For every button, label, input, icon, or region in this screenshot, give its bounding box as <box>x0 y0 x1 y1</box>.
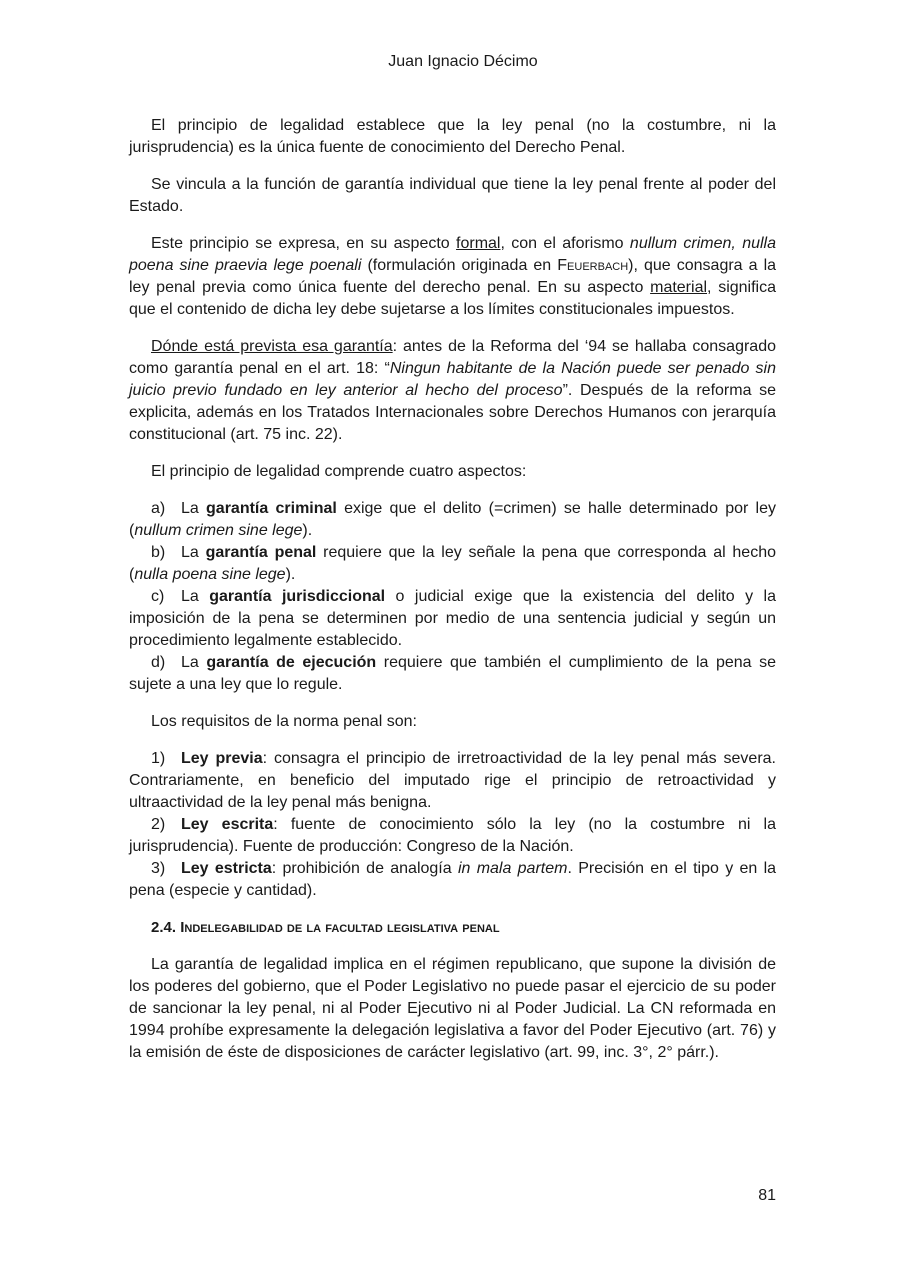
text-run: ), que consagra a la ley penal previa como única fuente del derecho penal. En su aspecto <box>129 257 777 296</box>
text-run: ). <box>302 522 313 539</box>
text-run: La <box>181 654 207 671</box>
section-title: Indelegabilidad de la facultad legislativa penal <box>180 919 500 936</box>
text-run: : fuente de conocimiento sólo la ley (no la costumbre ni la jurisprudencia). Fuente de producción: Congreso de la Nación. <box>129 816 776 855</box>
list-item <box>129 586 776 652</box>
paragraph: Se vincula a la función de garantía individual que tiene la ley penal frente al poder del Estado. <box>129 176 776 215</box>
text-run: : antes de la Reforma del ‘94 se hallaba consagrado como garantía penal en el art. 18: “ <box>129 338 777 377</box>
text-run: : consagra el principio de irretroactividad de la ley penal más severa. Contrariamente, en beneficio del imputado rige el principio de retroactividad y ultraactividad de la ley penal más benigna. <box>129 750 776 811</box>
page-number: 81 <box>758 1187 776 1204</box>
text-run: ”. Después de la reforma se explicita, además en los Tratados Internacionales sobre Derechos Humanos con jerarquía constitucional (art. 75 inc. 22). <box>129 382 777 443</box>
list-item <box>129 652 776 696</box>
paragraph: La garantía de legalidad implica en el régimen republicano, que supone la división de los poderes del gobierno, que el Poder Legislativo no puede pasar el ejercicio de su poder de sancionar la ley penal, ni al Poder Ejecutivo ni al Poder Judicial. La CN reformada en 1994 prohíbe expresamente la delegación legislativa a favor del Poder Ejecutivo (art. 76) y la emisión de éste de disposiciones de carácter legislativo (art. 99, inc. 3°, 2° párr.). <box>129 956 776 1061</box>
latin-aphorism: nullum crimen, nulla poena sine praevia lege poenali <box>129 235 777 274</box>
term: garantía jurisdiccional <box>209 588 386 605</box>
author-name-feuerbach: Feuerbach <box>557 257 629 274</box>
list-item <box>129 858 776 902</box>
paragraph: El principio de legalidad establece que la ley penal (no la costumbre, ni la jurisprudencia) es la única fuente de conocimiento del Derecho Penal. <box>129 117 776 156</box>
running-header: Juan Ignacio Décimo <box>388 53 538 70</box>
list-item <box>129 542 776 586</box>
underlined-term-formal: formal <box>456 235 501 252</box>
paragraph-guarantee-location <box>129 336 776 446</box>
list-marker: a) <box>151 500 166 517</box>
list-item <box>129 498 776 542</box>
term: garantía criminal <box>206 500 337 517</box>
aspects-list <box>129 498 776 696</box>
list-marker: 2) <box>151 816 166 833</box>
section-number: 2.4. <box>151 919 177 936</box>
text-run: o judicial exige que la existencia del delito y la imposición de la pena se determinen por medio de una sentencia judicial y según un procedimiento legalmente establecido. <box>129 588 776 649</box>
list-marker: b) <box>151 544 166 561</box>
text-run: exige que el delito (=crimen) se halle determinado por ley ( <box>129 500 776 539</box>
term: Ley escrita <box>181 816 274 833</box>
constitution-quote: Ningun habitante de la Nación puede ser penado sin juicio previo fundado en ley anterior al hecho del proceso <box>129 360 777 399</box>
section-heading <box>129 917 776 939</box>
text-run: , con el aforismo <box>500 235 630 252</box>
term: garantía penal <box>205 544 317 561</box>
list-marker: c) <box>151 588 165 605</box>
list-marker: 1) <box>151 750 166 767</box>
text-run: La <box>181 588 210 605</box>
text-run: , significa que el contenido de dicha ley debe sujetarse a los límites constitucionales impuestos. <box>129 279 776 318</box>
body-text <box>129 115 776 1079</box>
requisites-list <box>129 748 776 902</box>
term: Ley previa <box>181 750 263 767</box>
paragraph-principle-expression <box>129 233 776 321</box>
list-marker: 3) <box>151 860 166 877</box>
paragraph: Los requisitos de la norma penal son: <box>151 713 417 730</box>
text-run: requiere que también el cumplimiento de la pena se sujete a una ley que lo regule. <box>129 654 777 693</box>
text-run: Este principio se expresa, en su aspecto <box>151 235 457 252</box>
text-run: La <box>181 544 206 561</box>
text-run: . Precisión en el tipo y en la pena (especie y cantidad). <box>129 860 777 899</box>
list-marker: d) <box>151 654 166 671</box>
text-run: ). <box>285 566 296 583</box>
list-item <box>129 814 776 858</box>
list-item <box>129 748 776 814</box>
text-run: La <box>181 500 207 517</box>
latin-term: in mala partem <box>457 860 568 877</box>
term: garantía de ejecución <box>206 654 377 671</box>
text-run: : prohibición de analogía <box>271 860 458 877</box>
paragraph: El principio de legalidad comprende cuatro aspectos: <box>151 463 527 480</box>
text-run: (formulación originada en <box>361 257 558 274</box>
term: Ley estricta <box>181 860 272 877</box>
underlined-term-material: material <box>650 279 708 296</box>
text-run: requiere que la ley señale la pena que corresponda al hecho ( <box>129 544 777 583</box>
latin-term: nulla poena sine lege <box>134 566 286 583</box>
latin-term: nullum crimen sine lege <box>134 522 303 539</box>
underlined-lead: Dónde está prevista esa garantía <box>151 338 393 355</box>
